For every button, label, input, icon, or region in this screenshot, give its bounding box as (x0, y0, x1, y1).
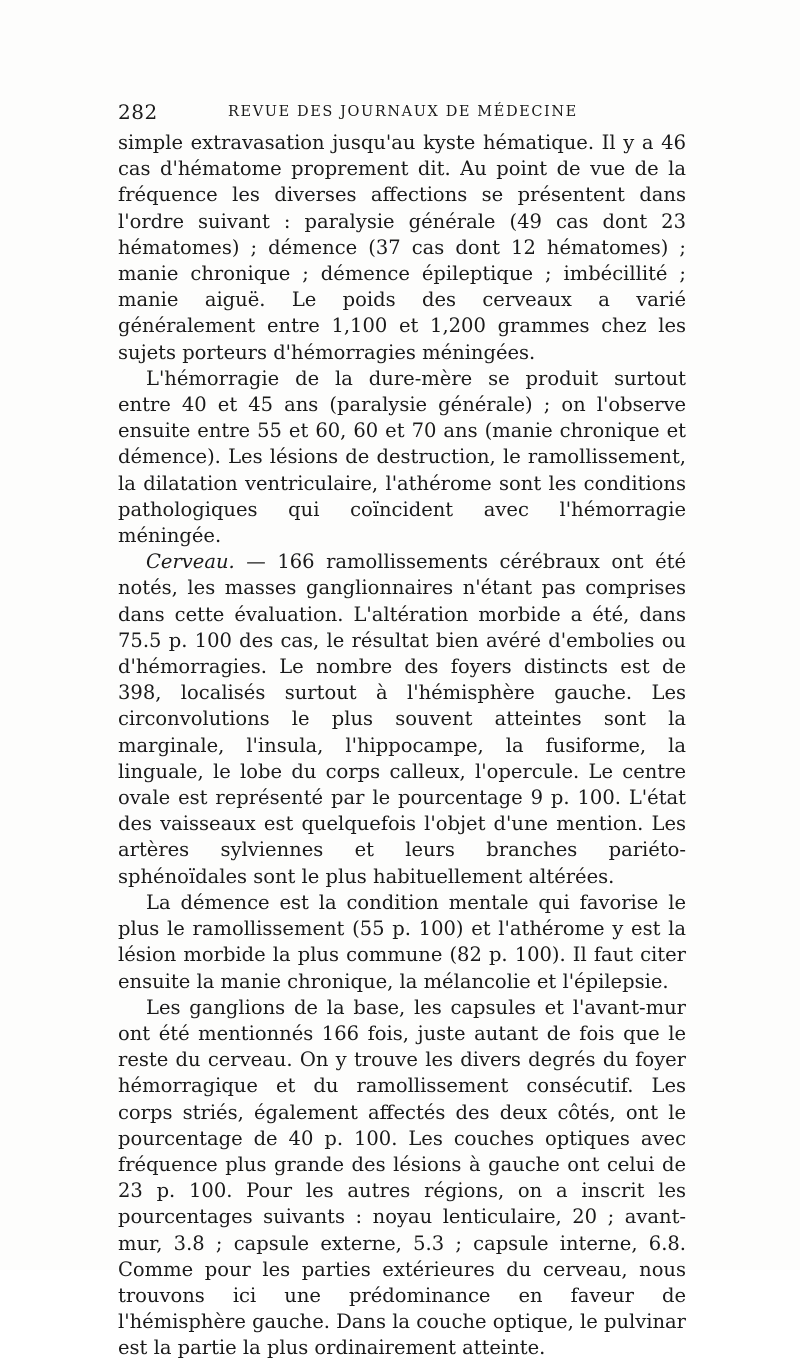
paragraph-3-text: — 166 ramollissements cérébraux ont été notés, les masses ganglionnaires n'étant pas comprises dans cette évaluation. L'altération morbide a été, dans 75.5 p. 100 des cas, le résultat bien avéré d'embolies ou d'hémorragies. Le nombre des foyers distincts est de 398, localisés surtout à l'hémisphère gauche. Les circonvolutions le plus souvent atteintes sont la marginale, l'insula, l'hippocampe, la fusiforme, la linguale, le lobe du corps calleux, l'opercule. Le centre ovale est représenté par le pourcentage 9 p. 100. L'état des vaisseaux est quelquefois l'objet d'une mention. Les artères sylviennes et leurs branches pariéto-sphénoïdales sont le plus habituellement altérées. (118, 550, 686, 888)
paragraph-2-text: L'hémorragie de la dure-mère se produit surtout entre 40 et 45 ans (paralysie générale) ; on l'observe ensuite entre 55 et 60, 60 et 70 ans (manie chronique et démence). Les lésions de destruction, le ramollissement, la dilatation ventriculaire, l'athérome sont les conditions pathologiques qui coïncident avec l'hémorragie méningée. (118, 366, 686, 548)
section-lead-cerveau: Cerveau. (146, 550, 235, 574)
page-header (118, 100, 686, 128)
paragraph-5-text: Les ganglions de la base, les capsules et l'avant-mur ont été mentionnés 166 fois, juste autant de fois que le reste du cerveau. On y trouve les divers degrés du foyer hémorragique et du ramollissement consécutif. Les corps striés, également affectés des deux côtés, ont le pourcentage de 40 p. 100. Les couches optiques avec fréquence plus grande des lésions à gauche ont celui de 23 p. 100. Pour les autres régions, on a inscrit les pourcentages suivants : noyau lenticulaire, 20 ; avant-mur, 3.8 ; capsule externe, 5.3 ; capsule interne, 6.8. Comme pour les parties extérieures du cerveau, nous trouvons ici une prédominance en faveur de l'hémisphère gauche. Dans la couche optique, le pulvinar est la partie la plus ordinairement atteinte. (118, 995, 686, 1360)
paragraph-5 (118, 995, 686, 1362)
paragraph-1-text: simple extravasation jusqu'au kyste hématique. Il y a 46 cas d'hématome proprement dit. Au point de vue de la fréquence les diverses affections se présentent dans l'ordre suivant : paralysie générale (49 cas dont 23 hématomes) ; démence (37 cas dont 12 hématomes) ; manie chronique ; démence épileptique ; imbécillité ; manie aiguë. Le poids des cerveaux a varié généralement entre 1,100 et 1,200 grammes chez les sujets porteurs d'hémorragies méningées. (118, 131, 686, 364)
running-title: REVUE DES JOURNAUX DE MÉDECINE (228, 104, 578, 120)
paragraph-4-text: La démence est la condition mentale qui favorise le plus le ramollissement (55 p. 100) et l'athérome y est la lésion morbide la plus commune (82 p. 100). Il faut citer ensuite la manie chronique, la mélancolie et l'épilepsie. (118, 890, 686, 993)
page-number: 282 (118, 100, 158, 124)
paragraph-3 (118, 549, 686, 890)
paragraph-4 (118, 890, 686, 995)
paragraph-2 (118, 366, 686, 549)
body-text (118, 130, 686, 1362)
paragraph-1 (118, 130, 686, 366)
